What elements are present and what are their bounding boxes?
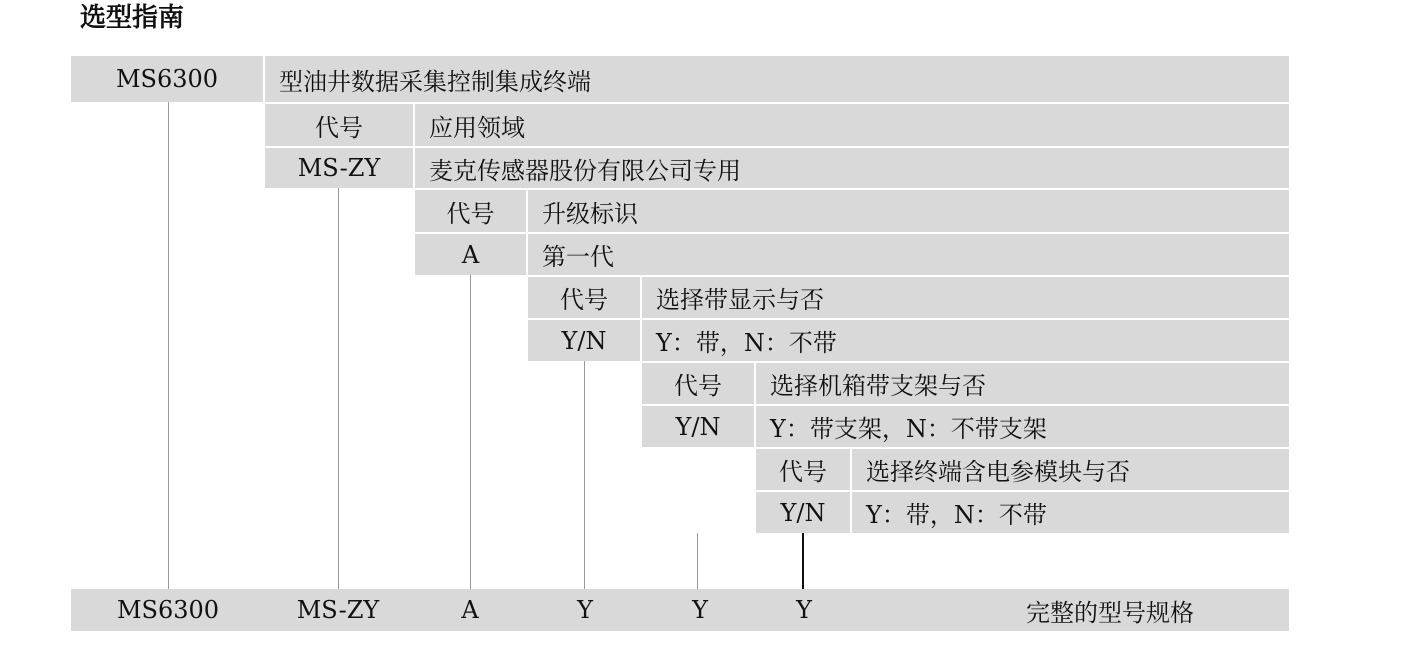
result-code: Y — [577, 596, 593, 624]
connector-line — [697, 533, 698, 589]
power-module-code-header: 代号 — [756, 449, 850, 490]
application-code-value: MS-ZY — [265, 148, 413, 188]
bracket-desc-value: Y：带支架，N：不带支架 — [756, 406, 1289, 447]
display-desc-header: 选择带显示与否 — [642, 277, 1289, 318]
connector-line — [802, 533, 804, 589]
application-code-header: 代号 — [265, 104, 413, 146]
upgrade-code-value: A — [415, 234, 526, 275]
model-code-cell: MS6300 — [71, 56, 263, 102]
application-desc-header: 应用领域 — [415, 104, 1289, 146]
result-code: A — [461, 596, 479, 624]
upgrade-code-header: 代号 — [415, 190, 526, 232]
power-module-desc-header: 选择终端含电参模块与否 — [852, 449, 1289, 490]
power-module-desc-value: Y：带，N：不带 — [852, 492, 1289, 533]
power-module-code-value: Y/N — [756, 492, 850, 533]
result-code: Y — [692, 596, 708, 624]
display-code-value: Y/N — [528, 320, 640, 361]
connector-line — [470, 275, 471, 589]
page-title: 选型指南 — [80, 3, 185, 33]
connector-line — [338, 188, 339, 589]
result-code: MS6300 — [116, 596, 220, 624]
connector-line — [168, 102, 169, 589]
display-code-header: 代号 — [528, 277, 640, 318]
application-desc-value: 麦克传感器股份有限公司专用 — [415, 148, 1289, 188]
connector-line — [584, 361, 585, 589]
display-desc-value: Y：带，N：不带 — [642, 320, 1289, 361]
result-code: MS-ZY — [296, 596, 380, 624]
result-code: Y — [796, 596, 812, 624]
bracket-code-value: Y/N — [642, 406, 754, 447]
bracket-desc-header: 选择机箱带支架与否 — [756, 363, 1289, 404]
bracket-code-header: 代号 — [642, 363, 754, 404]
upgrade-desc-value: 第一代 — [528, 234, 1289, 275]
upgrade-desc-header: 升级标识 — [528, 190, 1289, 232]
result-label: 完整的型号规格 — [1026, 598, 1194, 627]
model-desc-cell: 型油井数据采集控制集成终端 — [265, 56, 1289, 102]
